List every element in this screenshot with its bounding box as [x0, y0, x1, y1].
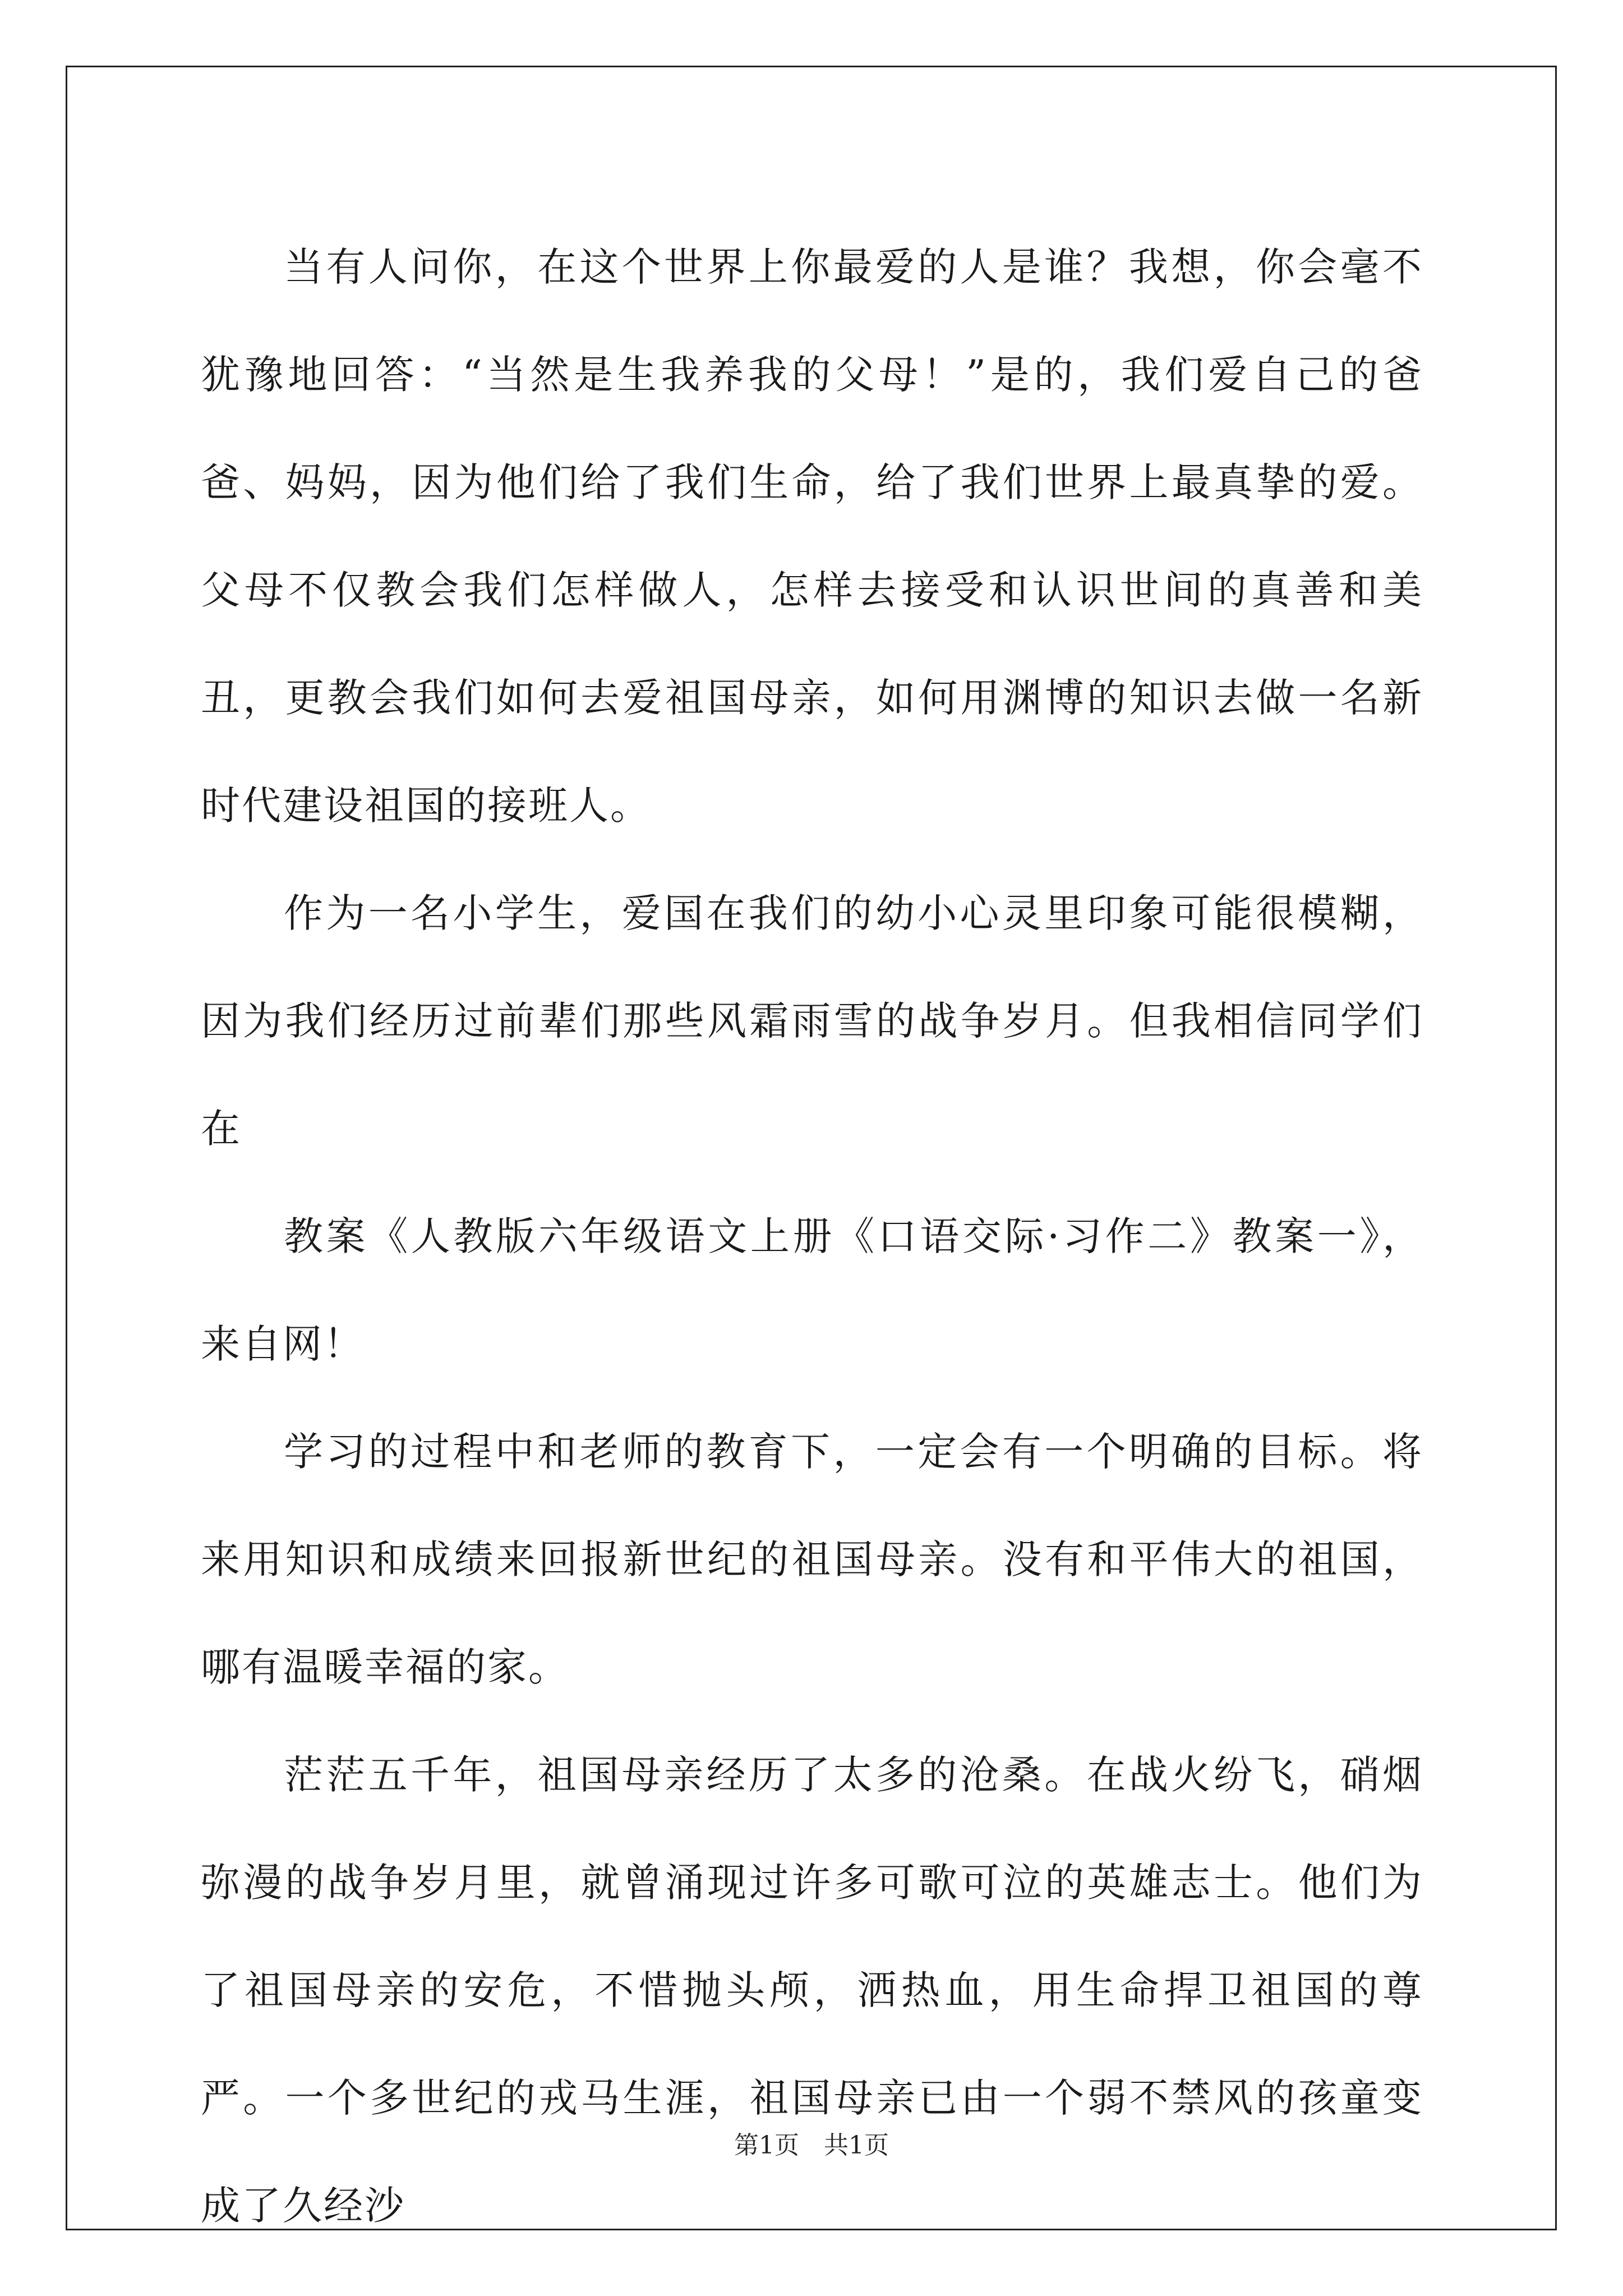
- paragraph-5: 茫茫五千年，祖国母亲经历了太多的沧桑。在战火纷飞，硝烟弥漫的战争岁月里，就曾涌现过许多可歌可泣的英雄志士。他们为了祖国母亲的安危，不惜抛头颅，洒热血，用生命捍卫祖国的尊严。一个多世纪的戎马生涯，祖国母亲已由一个弱不禁风的孩童变成了久经沙: [201, 1752, 1423, 2229]
- page-total: 共1页: [824, 2131, 889, 2160]
- paragraph-2: 作为一名小学生，爱国在我们的幼小心灵里印象可能很模糊，因为我们经历过前辈们那些风霜雨雪的战争岁月。但我相信同学们在: [201, 890, 1423, 1152]
- paragraph-4: 学习的过程中和老师的教育下，一定会有一个明确的目标。将来用知识和成绩来回报新世纪的祖国母亲。没有和平伟大的祖国，哪有温暖幸福的家。: [201, 1429, 1423, 1690]
- paragraph-3: 教案《人教版六年级语文上册《口语交际·习作二》教案一》，来自网！: [201, 1213, 1423, 1367]
- page-number: 第1页: [734, 2131, 799, 2160]
- document-body: [201, 213, 1423, 2260]
- paragraph-1: 当有人问你，在这个世界上你最爱的人是谁？我想，你会毫不犹豫地回答：“当然是生我养我的父母！”是的，我们爱自己的爸爸、妈妈，因为他们给了我们生命，给了我们世界上最真挚的爱。父母不仅教会我们怎样做人，怎样去接受和认识世间的真善和美丑，更教会我们如何去爱祖国母亲，如何用渊博的知识去做一名新时代建设祖国的接班人。: [201, 244, 1423, 829]
- page-footer: [0, 2129, 1623, 2162]
